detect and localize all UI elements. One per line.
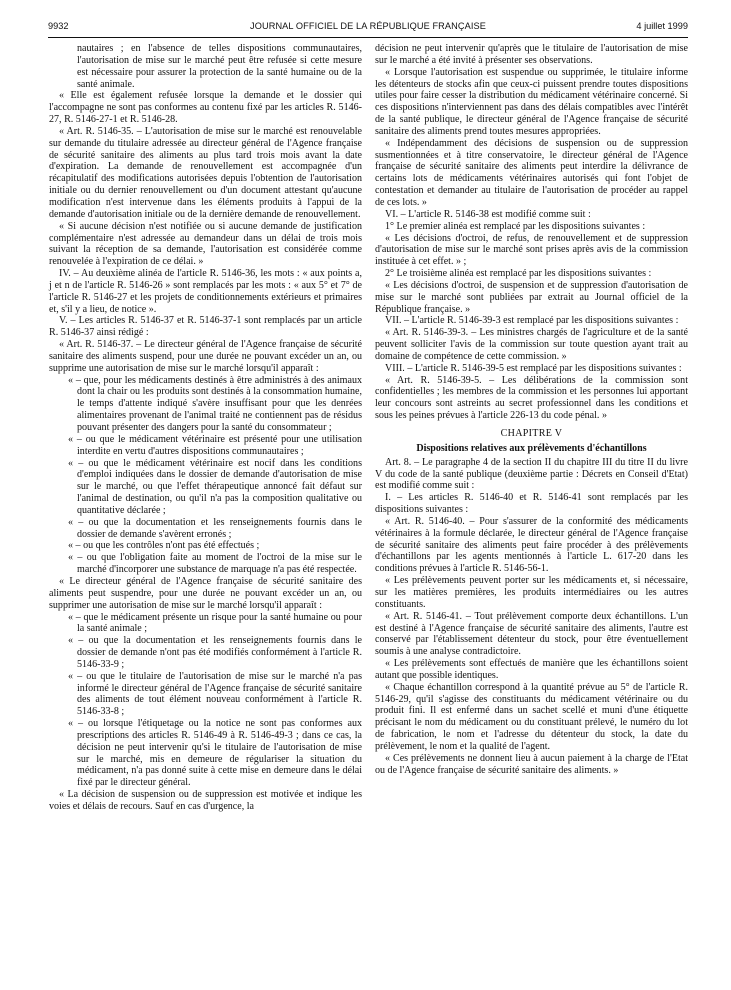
paragraph: VIII. – L'article R. 5146-39-5 est remplacé par les dispositions suivantes : bbox=[385, 362, 682, 374]
publication-date: 4 juillet 1999 bbox=[636, 21, 688, 31]
paragraph: Art. 8. – Le paragraphe 4 de la section II du chapitre III du titre II du livre V du code de la santé publique (deuxième partie : Décrets en Conseil d'Etat) est modifié comme suit : bbox=[375, 456, 688, 492]
paragraph: « Le directeur général de l'Agence française de sécurité sanitaire des aliments peut suspendre, pour une durée ne pouvant excéder un an, ou supprimer une autorisation de mise sur le marché lorsqu'il apparaît : bbox=[49, 575, 362, 611]
right-column bbox=[375, 43, 688, 776]
list-item: « – ou que le titulaire de l'autorisation de mise sur le marché n'a pas informé le directeur général de l'Agence française de sécurité sanitaire des aliments de tout élément nouveau conformément à l'article R. 5146-33-8 ; bbox=[68, 670, 362, 718]
paragraph: V. – Les articles R. 5146-37 et R. 5146-37-1 sont remplacés par un article R. 5146-37 ainsi rédigé : bbox=[49, 315, 362, 339]
paragraph: « Si aucune décision n'est notifiée ou si aucune demande de justification complémentaire n'est adressée au demandeur dans un délai de trois mois suivant la réception de sa demande, l'autorisation est considérée comme renouvelée à l'expiration de ce délai. » bbox=[49, 220, 362, 268]
paragraph: « Art. R. 5146-39-5. – Les délibérations de la commission sont confidentielles ; les membres de la commission et les personnes lui apportant leur concours sont astreints au secret professionnel dans les conditions et sous les peines prévues à l'article 226-13 du code pénal. » bbox=[375, 374, 688, 422]
paragraph: I. – Les articles R. 5146-40 et R. 5146-41 sont remplacés par les dispositions suivantes : bbox=[375, 492, 688, 516]
list-item: « – que, pour les médicaments destinés à être administrés à des animaux dont la chair ou les produits sont destinés à la consommation humaine, le temps d'attente indiqué s'avère insuffisant pour que les denrées alimentaires provenant de l'animal traité ne contiennent pas de résidus pouvant présenter des dangers pour la santé du consommateur ; bbox=[68, 374, 362, 433]
paragraph: « Chaque échantillon correspond à la quantité prévue au 5° de l'article R. 5146-29, qu'il s'agisse des constituants du médicament vétérinaire ou du produit fini. Il est enfermé dans un sachet scellé et muni d'une étiquette précisant le nom du médicament ou du constituant prélevé, le numéro du lot de fabrication, le nom et l'adresse du détenteur du stock, la date du prélèvement, le nom et la qualité de l'agent. bbox=[375, 681, 688, 752]
paragraph: « Art. R. 5146-40. – Pour s'assurer de la conformité des médicaments vétérinaires à la formule déclarée, le directeur général de l'Agence française de sécurité sanitaire des aliments peut faire procéder à des prélèvements d'échantillons par les agents mentionnés à l'article L. 617-20 dans les conditions prévues à l'article R. 5146-56-1. bbox=[375, 515, 688, 575]
paragraph: « Indépendamment des décisions de suspension ou de suppression susmentionnées et à titre conservatoire, le directeur général de l'Agence française de sécurité sanitaire des aliments peut interdire la délivrance de certains lots de médicaments vétérinaires autorisés qui font l'objet de contestation et demander au titulaire de l'autorisation de procéder au rappel de ces lots. » bbox=[375, 137, 688, 208]
list-item: « – ou que le médicament vétérinaire est présenté pour une utilisation interdite en vertu d'autres dispositions communautaires ; bbox=[68, 433, 362, 457]
paragraph: 1° Le premier alinéa est remplacé par les dispositions suivantes : bbox=[385, 220, 646, 232]
paragraph: « Art. R. 5146-37. – Le directeur général de l'Agence française de sécurité sanitaire des aliments suspend, pour une durée ne pouvant excéder un an, ou supprime une autorisation de mise sur le marché lorsqu'il apparaît : bbox=[49, 339, 362, 374]
list-item: « – ou que l'obligation faite au moment de l'octroi de la mise sur le marché d'incorporer une substance de marquage n'a pas été respectée. bbox=[68, 552, 362, 576]
paragraph: « La décision de suspension ou de suppression est motivée et indique les voies et délais de recours. Sauf en cas d'urgence, la bbox=[49, 789, 362, 812]
list-item: « – ou que la documentation et les renseignements fournis dans le dossier de demande s'avèrent erronés ; bbox=[68, 516, 362, 540]
chapter-heading: CHAPITRE V bbox=[500, 428, 563, 439]
section-heading: Dispositions relatives aux prélèvements d'échantillons bbox=[416, 442, 647, 454]
paragraph: IV. – Au deuxième alinéa de l'article R. 5146-36, les mots : « aux points a, j et n de l'article R. 5146-26 » sont remplacés par les mots : « aux 5° et 7° de l'article R. 5146-27 et les projets de conditionnements extérieurs et primaires et, s'il y a lieu, de notice ». bbox=[49, 268, 362, 315]
paragraph: « Les prélèvements sont effectués de manière que les échantillons soient autant que possible identiques. bbox=[375, 658, 688, 681]
paragraph: nautaires ; en l'absence de telles dispositions communautaires, l'autorisation de mise sur le marché peut être refusée si cette mesure est nécessaire pour assurer la protection de la santé humaine ou de la santé animale. bbox=[77, 43, 362, 90]
list-item: « – que le médicament présente un risque pour la santé humaine ou pour la santé animale ; bbox=[68, 611, 362, 635]
header-rule bbox=[48, 37, 688, 38]
paragraph: « Art. R. 5146-35. – L'autorisation de mise sur le marché est renouvelable sur demande du titulaire adressée au directeur général de l'Agence française de sécurité sanitaire des aliments au plus tard trois mois avant la date d'expiration. La demande de renouvellement est accompagnée d'un récapitulatif des modifications autorisées depuis l'obtention de l'autorisation initiale ou du dernier renouvellement ou d'un document attestant qu'aucune modification n'est intervenue dans les éléments produits à l'appui de la demande d'autorisation initiale ou de la dernière demande de renouvellement. bbox=[49, 125, 362, 220]
paragraph: « Lorsque l'autorisation est suspendue ou supprimée, le titulaire informe les détenteurs de stocks afin que ceux-ci puissent prendre toutes dispositions utiles pour faire cesser la distribution du médicament vétérinaire concerné. Si ces dispositions n'interviennent pas dans des délais compatibles avec l'intérêt de la santé publique, le directeur général de l'Agence française de sécurité sanitaire des aliments prend toutes mesures appropriées. bbox=[375, 66, 688, 137]
paragraph: « Les décisions d'octroi, de refus, de renouvellement et de suppression d'autorisation de mise sur le marché sont prises après avis de la commission instituée à cet effet. » ; bbox=[375, 232, 688, 268]
paragraph: « Art. R. 5146-39-3. – Les ministres chargés de l'agriculture et de la santé peuvent solliciter l'avis de la commission sur toute question ayant trait au domaine de compétence de cette commission. » bbox=[375, 327, 688, 362]
paragraph: VII. – L'article R. 5146-39-3 est remplacé par les dispositions suivantes : bbox=[385, 315, 679, 327]
list-item: « – ou que la documentation et les renseignements fournis dans le dossier de demande n'ont pas été modifiés conformément à l'article R. 5146-33-9 ; bbox=[68, 635, 362, 670]
paragraph: 2° Le troisième alinéa est remplacé par les dispositions suivantes : bbox=[385, 268, 652, 280]
paragraph: « Les prélèvements peuvent porter sur les médicaments et, si nécessaire, sur les matières premières, les produits intermédiaires ou les autres constituants. bbox=[375, 575, 688, 610]
list-item: « – ou lorsque l'étiquetage ou la notice ne sont pas conformes aux prescriptions des articles R. 5146-49 à R. 5146-49-3 ; dans ce cas, la décision ne peut intervenir qu'si le titulaire de l'autorisation de mise sur le marché, mis en demeure de régulariser la situation du médicament, n'a pas donné suite à cette mise en demeure dans le délai fixé par le directeur général. bbox=[68, 718, 362, 789]
paragraph: « Ces prélèvements ne donnent lieu à aucun paiement à la charge de l'Etat ou de l'Agence française de sécurité sanitaire des aliments. » bbox=[375, 752, 688, 776]
left-column bbox=[49, 43, 362, 813]
journal-title: JOURNAL OFFICIEL DE LA RÉPUBLIQUE FRANÇAISE bbox=[250, 21, 486, 31]
paragraph: « Les décisions d'octroi, de suspension et de suppression d'autorisation de mise sur le marché sont publiées par extrait au Journal officiel de la République française. » bbox=[375, 279, 688, 315]
paragraph: « Art. R. 5146-41. – Tout prélèvement comporte deux échantillons. L'un est destiné à l'Agence française de sécurité sanitaire des aliments, l'autre est conservé par l'établissement détenteur du stock, pour être éventuellement soumis à une analyse contradictoire. bbox=[375, 610, 688, 658]
page-number: 9932 bbox=[48, 21, 69, 31]
paragraph: VI. – L'article R. 5146-38 est modifié comme suit : bbox=[385, 208, 591, 220]
page-header bbox=[48, 21, 688, 35]
list-item: « – ou que les contrôles n'ont pas été effectués ; bbox=[68, 540, 260, 552]
paragraph: « Elle est également refusée lorsque la demande et le dossier qui l'accompagne ne sont pas conformes au contenu fixé par les articles R. 5146-27, R. 5146-27-1 et R. 5146-28. bbox=[49, 90, 362, 126]
paragraph: décision ne peut intervenir qu'après que le titulaire de l'autorisation de mise sur le marché a été invité à présenter ses observations. bbox=[375, 43, 688, 66]
list-item: « – ou que le médicament vétérinaire est nocif dans les conditions d'emploi indiquées dans le dossier de demande d'autorisation de mise sur le marché, ou que l'effet thérapeutique annoncé fait défaut sur l'animal de destination, ou qu'il n'a pas la composition qualitative ou quantitative déclarée ; bbox=[68, 457, 362, 516]
